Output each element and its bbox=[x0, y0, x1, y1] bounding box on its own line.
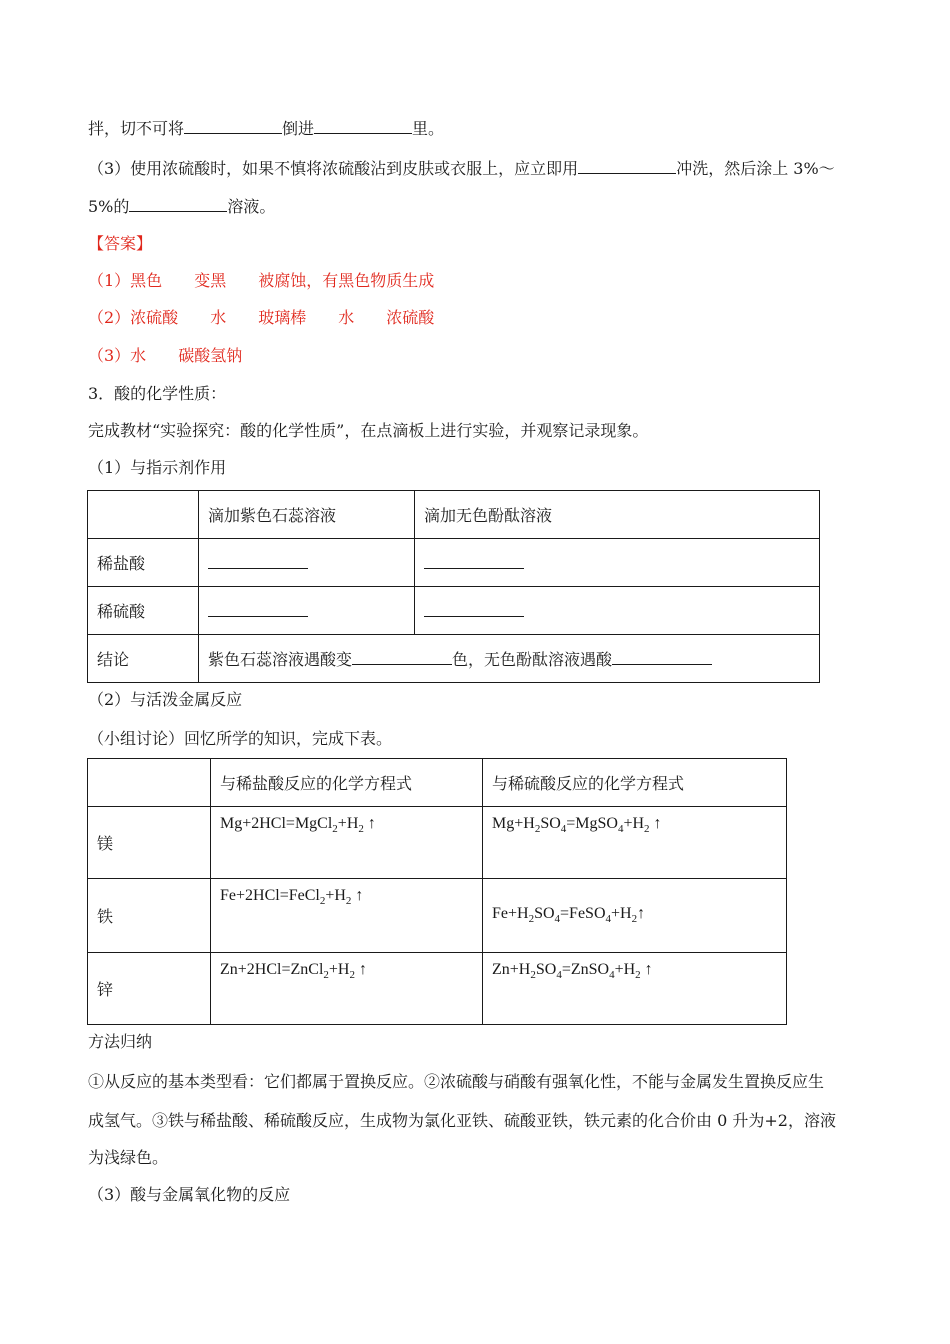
answer-3 bbox=[88, 345, 242, 367]
equation-cell: $Zn+H_2SO_4=ZnSO_4+H_2$ ↑ bbox=[483, 953, 787, 1025]
line2-end: 冲洗，然后涂上 3%～ bbox=[676, 159, 835, 178]
equation-cell: $Fe+H_2SO_4=FeSO_4+H_2↑$ bbox=[483, 879, 787, 953]
table-header-cell: 与稀硫酸反应的化学方程式 bbox=[483, 759, 787, 807]
answer-2-item: 水 bbox=[210, 308, 227, 327]
answer-2-item: 玻璃棒 bbox=[258, 308, 307, 327]
line3-end: 溶液。 bbox=[227, 197, 276, 216]
blank-field[interactable] bbox=[314, 118, 412, 134]
blank-field[interactable] bbox=[129, 196, 227, 212]
line3-start: 5%的 bbox=[88, 197, 130, 216]
answer-heading: 【答案】 bbox=[88, 234, 153, 253]
answer-cell bbox=[415, 587, 820, 635]
method-line-2: 成氢气。③铁与稀盐酸、稀硫酸反应，生成物为氯化亚铁、硫酸亚铁，铁元素的化合价由 0 升为+2，溶液 bbox=[88, 1111, 836, 1130]
equation-cell: $Zn+2HCl=ZnCl_2+H_2$ ↑ bbox=[211, 953, 483, 1025]
blank-field[interactable] bbox=[184, 118, 282, 134]
blank-field[interactable] bbox=[208, 601, 308, 617]
section-title: 3．酸的化学性质： bbox=[88, 384, 227, 403]
equation-cell: $Mg+2HCl=MgCl_2+H_2$ ↑ bbox=[211, 807, 483, 879]
subsection-3: （3）酸与金属氧化物的反应 bbox=[88, 1185, 291, 1204]
method-heading: 方法归纳 bbox=[88, 1032, 153, 1051]
metal-reaction-table bbox=[87, 758, 787, 1025]
answer-cell bbox=[415, 539, 820, 587]
answer-1-item: （1）黑色 bbox=[88, 271, 163, 290]
blank-field[interactable] bbox=[424, 601, 524, 617]
conclusion-cell bbox=[199, 635, 820, 683]
subsection-2: （2）与活泼金属反应 bbox=[88, 690, 243, 709]
indicator-table bbox=[87, 490, 820, 683]
row-label: 镁 bbox=[88, 807, 211, 879]
conclusion-text: 色，无色酚酞溶液遇酸 bbox=[452, 650, 613, 669]
method-line-1: ①从反应的基本类型看：它们都属于置换反应。②浓硫酸与硝酸有强氧化性，不能与金属发生置换反应生 bbox=[88, 1072, 825, 1091]
row-label: 稀盐酸 bbox=[88, 539, 199, 587]
table-header-cell: 与稀盐酸反应的化学方程式 bbox=[211, 759, 483, 807]
section-intro: 完成教材“实验探究：酸的化学性质”，在点滴板上进行实验，并观察记录现象。 bbox=[88, 421, 649, 440]
row-label: 锌 bbox=[88, 953, 211, 1025]
method-line-3: 为浅绿色。 bbox=[88, 1148, 169, 1167]
answer-cell bbox=[199, 587, 415, 635]
answer-1 bbox=[88, 270, 434, 292]
answer-2-item: 浓硫酸 bbox=[386, 308, 435, 327]
text-line-2 bbox=[88, 158, 835, 180]
line1-end: 里。 bbox=[412, 119, 445, 138]
table-header-cell bbox=[88, 759, 211, 807]
answer-2 bbox=[88, 307, 434, 329]
text-line-3 bbox=[88, 196, 275, 218]
blank-field[interactable] bbox=[578, 158, 676, 174]
answer-2-item: （2）浓硫酸 bbox=[88, 308, 179, 327]
answer-1-item: 变黑 bbox=[194, 271, 227, 290]
table-header-cell: 滴加无色酚酞溶液 bbox=[415, 491, 820, 539]
equation-cell: $Mg+H_2SO_4=MgSO_4+H_2$ ↑ bbox=[483, 807, 787, 879]
answer-2-item: 水 bbox=[338, 308, 355, 327]
text-line-1 bbox=[88, 118, 444, 140]
equation-cell: $Fe+2HCl=FeCl_2+H_2$ ↑ bbox=[211, 879, 483, 953]
blank-field[interactable] bbox=[208, 553, 308, 569]
table-header-cell: 滴加紫色石蕊溶液 bbox=[199, 491, 415, 539]
conclusion-text: 紫色石蕊溶液遇酸变 bbox=[208, 650, 353, 669]
line1-mid: 倒进 bbox=[282, 119, 315, 138]
answer-3-item: （3）水 bbox=[88, 346, 147, 365]
group-discussion: （小组讨论）回忆所学的知识，完成下表。 bbox=[88, 729, 393, 748]
answer-cell bbox=[199, 539, 415, 587]
line2-start: （3）使用浓硫酸时，如果不慎将浓硫酸沾到皮肤或衣服上，应立即用 bbox=[88, 159, 579, 178]
blank-field[interactable] bbox=[612, 649, 712, 665]
line1-start: 拌，切不可将 bbox=[88, 119, 185, 138]
blank-field[interactable] bbox=[424, 553, 524, 569]
row-label: 铁 bbox=[88, 879, 211, 953]
table-header-cell bbox=[88, 491, 199, 539]
blank-field[interactable] bbox=[352, 649, 452, 665]
answer-1-item: 被腐蚀，有黑色物质生成 bbox=[258, 271, 435, 290]
row-label: 结论 bbox=[88, 635, 199, 683]
subsection-1: （1）与指示剂作用 bbox=[88, 458, 227, 477]
row-label: 稀硫酸 bbox=[88, 587, 199, 635]
answer-3-item: 碳酸氢钠 bbox=[178, 346, 243, 365]
